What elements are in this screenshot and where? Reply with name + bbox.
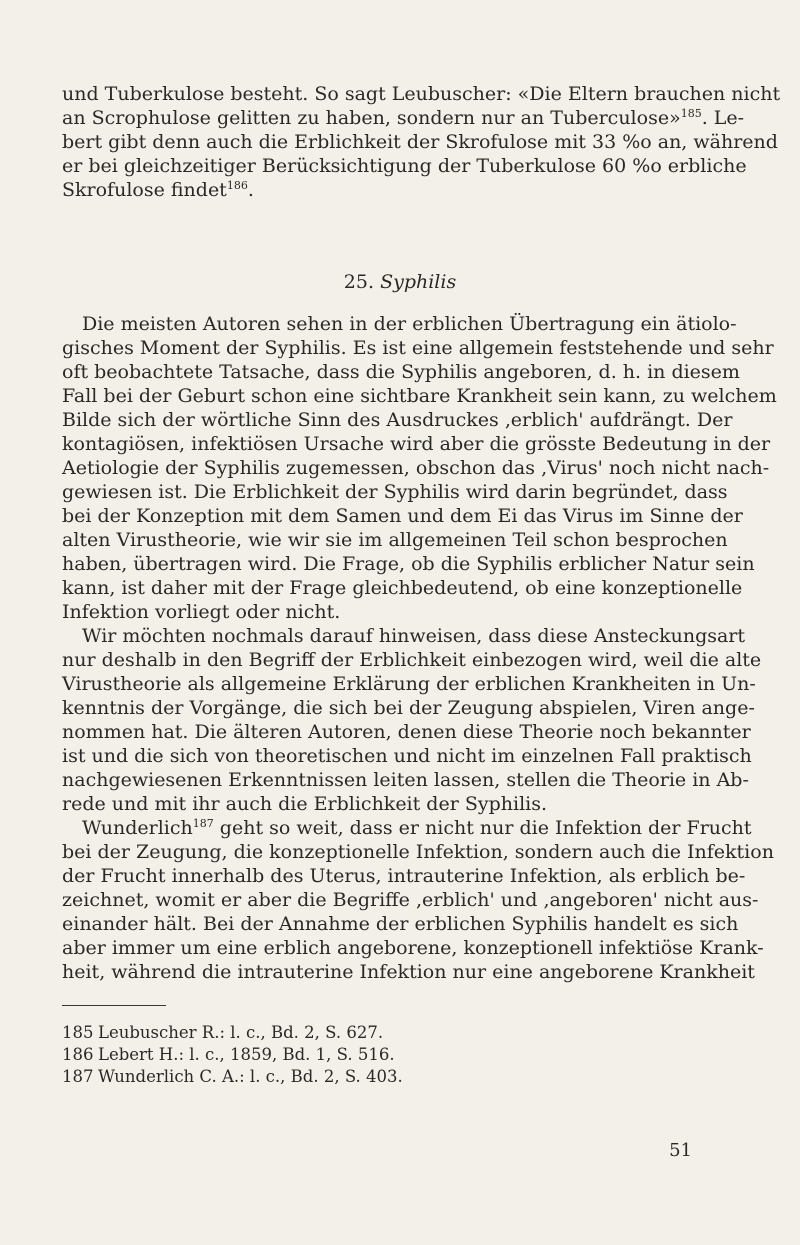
- line-text: kenntnis der Vorgänge, die sich bei der Zeugung abspielen, Viren ange-: [62, 697, 755, 719]
- text-line: [62, 82, 781, 106]
- line-text: kann, ist daher mit der Frage gleichbedeutend, ob eine konzeptionelle: [62, 577, 743, 599]
- line-text: Wunderlich: [82, 817, 193, 839]
- text-line: [62, 960, 755, 984]
- footnotes: [62, 1022, 682, 1088]
- line-text: ist und die sich von theoretischen und nicht im einzelnen Fall praktisch: [62, 745, 752, 767]
- footnote-number: 185: [62, 1023, 94, 1042]
- footnote-number: 186: [62, 1045, 94, 1064]
- text-line: [62, 336, 774, 360]
- line-text: Bilde sich der wörtliche Sinn des Ausdruckes ‚erblich' aufdrängt. Der: [62, 409, 733, 431]
- line-text: er bei gleichzeitiger Berücksichtigung der Tuberkulose 60 %o erbliche: [62, 155, 747, 177]
- text-line: [62, 768, 749, 792]
- line-text: einander hält. Bei der Annahme der erblichen Syphilis handelt es sich: [62, 913, 739, 935]
- text-line: [62, 672, 756, 696]
- line-text: bei der Konzeption mit dem Samen und dem Ei das Virus im Sinne der: [62, 505, 743, 527]
- section-title: Syphilis: [380, 271, 457, 293]
- text-line: [62, 154, 747, 178]
- text-line: [62, 648, 762, 672]
- text-line: [62, 360, 740, 384]
- line-text: haben, übertragen wird. Die Frage, ob die Syphilis erblicher Natur sein: [62, 553, 755, 575]
- text-line: [62, 864, 746, 888]
- line-text: Skrofulose findet: [62, 179, 227, 201]
- footnote-reference: 187: [192, 817, 214, 830]
- footnote-reference: 185: [680, 107, 702, 120]
- text-line: [62, 384, 777, 408]
- text-line: [62, 504, 743, 528]
- text-line: [62, 720, 751, 744]
- footnote-text: Wunderlich C. A.: l. c., Bd. 2, S. 403.: [98, 1067, 403, 1086]
- line-text: Infektion vorliegt oder nicht.: [62, 601, 341, 623]
- line-text-continued: . Le-: [701, 107, 745, 129]
- line-text: Die meisten Autoren sehen in der erblichen Übertragung ein ätiolo-: [82, 313, 737, 335]
- text-line: [62, 130, 778, 154]
- text-line: [62, 624, 746, 648]
- line-text: gisches Moment der Syphilis. Es ist eine allgemein feststehende und sehr: [62, 337, 774, 359]
- text-line: [62, 840, 774, 864]
- line-text: oft beobachtete Tatsache, dass die Syphilis angeboren, d. h. in diesem: [62, 361, 740, 383]
- line-text: Fall bei der Geburt schon eine sichtbare Krankheit sein kann, zu welchem: [62, 385, 777, 407]
- line-text-continued: .: [247, 179, 254, 201]
- footnote-reference: 186: [226, 179, 248, 192]
- footnote-entry: [62, 1022, 682, 1044]
- line-text: Aetiologie der Syphilis zugemessen, obschon das ‚Virus' noch nicht nach-: [62, 457, 770, 479]
- line-text: heit, während die intrauterine Infektion nur eine angeborene Krankheit: [62, 961, 755, 983]
- footnote-entry: [62, 1066, 682, 1088]
- line-text: und Tuberkulose besteht. So sagt Leubuscher: «Die Eltern brauchen nicht: [62, 83, 781, 105]
- line-text: nommen hat. Die älteren Autoren, denen diese Theorie noch bekannter: [62, 721, 751, 743]
- line-text: kontagiösen, infektiösen Ursache wird aber die grösste Bedeutung in der: [62, 433, 771, 455]
- line-text: bert gibt denn auch die Erblichkeit der Skrofulose mit 33 %o an, während: [62, 131, 778, 153]
- text-line: [62, 936, 764, 960]
- text-line: [62, 744, 752, 768]
- footnote-divider: [62, 1005, 166, 1006]
- text-line: [62, 408, 733, 432]
- page-number: 51: [669, 1140, 692, 1161]
- text-line: [62, 912, 739, 936]
- text-line: [62, 792, 682, 816]
- text-line: [62, 552, 755, 576]
- footnote-text: Lebert H.: l. c., 1859, Bd. 1, S. 516.: [98, 1045, 395, 1064]
- line-text: Wir möchten nochmals darauf hinweisen, dass diese Ansteckungsart: [82, 625, 746, 647]
- line-text: nur deshalb in den Begriff der Erblichkeit einbezogen wird, weil die alte: [62, 649, 762, 671]
- text-line: [62, 600, 682, 624]
- line-text: rede und mit ihr auch die Erblichkeit der Syphilis.: [62, 793, 548, 815]
- line-text: an Scrophulose gelitten zu haben, sondern nur an Tuberculose»: [62, 107, 681, 129]
- line-text: aber immer um eine erblich angeborene, konzeptionell infektiöse Krank-: [62, 937, 764, 959]
- text-line: [62, 528, 728, 552]
- body-text: [62, 312, 777, 984]
- line-text: der Frucht innerhalb des Uterus, intrauterine Infektion, als erblich be-: [62, 865, 746, 887]
- text-line: [62, 480, 728, 504]
- text-line: [62, 888, 759, 912]
- footnote-number: 187: [62, 1067, 94, 1086]
- line-text: gewiesen ist. Die Erblichkeit der Syphilis wird darin begründet, dass: [62, 481, 728, 503]
- text-line: [62, 576, 743, 600]
- line-text-continued: geht so weit, dass er nicht nur die Infektion der Frucht: [213, 817, 752, 839]
- line-text: zeichnet, womit er aber die Begriffe ‚erblich' und ‚angeboren' nicht aus-: [62, 889, 759, 911]
- line-text: Virustheorie als allgemeine Erklärung der erblichen Krankheiten in Un-: [62, 673, 756, 695]
- text-line: [62, 312, 737, 336]
- text-line: [62, 106, 745, 130]
- line-text: alten Virustheorie, wie wir sie im allgemeinen Teil schon besprochen: [62, 529, 728, 551]
- section-heading: [0, 270, 800, 294]
- footnote-text: Leubuscher R.: l. c., Bd. 2, S. 627.: [98, 1023, 384, 1042]
- section-number: 25.: [343, 271, 375, 293]
- footnote-entry: [62, 1044, 682, 1066]
- line-text: nachgewiesenen Erkenntnissen leiten lassen, stellen die Theorie in Ab-: [62, 769, 749, 791]
- text-line: [62, 456, 770, 480]
- text-line: [62, 432, 771, 456]
- text-line: [62, 178, 682, 202]
- text-line: [62, 696, 755, 720]
- text-line: [62, 816, 752, 840]
- intro-paragraph: [62, 82, 781, 202]
- line-text: bei der Zeugung, die konzeptionelle Infektion, sondern auch die Infektion: [62, 841, 774, 863]
